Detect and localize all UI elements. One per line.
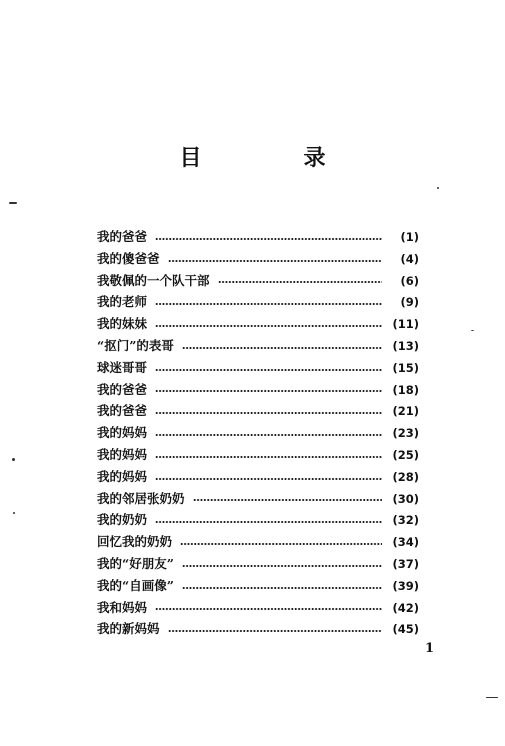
scan-speck <box>13 512 15 514</box>
scan-speck <box>9 202 17 204</box>
dot-leader <box>155 608 382 610</box>
dot-leader <box>193 499 382 501</box>
toc-entry-page: (6) <box>400 273 419 288</box>
toc-entry-page: (28) <box>392 469 419 484</box>
dot-leader <box>155 434 382 436</box>
dot-leader <box>155 390 382 392</box>
toc-entry-title: 我的奶奶 <box>97 512 148 528</box>
toc-entry-title: 我的妈妈 <box>97 425 148 441</box>
toc-entry <box>97 445 419 467</box>
toc-entry-page: (23) <box>392 426 419 441</box>
dot-leader <box>168 260 382 262</box>
toc-entry-page: (37) <box>392 556 419 571</box>
toc-entry <box>97 489 419 511</box>
toc-entry-page: (42) <box>392 600 419 615</box>
toc-entry-page: (18) <box>392 382 419 397</box>
dot-leader <box>180 543 382 545</box>
toc-entry-page: (34) <box>392 535 419 550</box>
toc-entry-page: (30) <box>392 491 419 506</box>
toc-entry-title: 我的傻爸爸 <box>97 250 160 266</box>
toc-entry <box>97 532 419 554</box>
toc-entry <box>97 249 419 271</box>
scan-speck <box>471 330 474 331</box>
scan-speck <box>12 458 15 461</box>
toc-entry-title: 球迷哥哥 <box>97 359 148 375</box>
dot-leader <box>218 281 382 283</box>
toc-entry-title: 我的爸爸 <box>97 229 148 244</box>
toc-entry-page: (39) <box>392 578 419 593</box>
toc-entry <box>97 598 419 620</box>
dot-leader <box>155 303 382 305</box>
toc-entry-title: 我的“自画像” <box>97 577 174 593</box>
toc-entry-page: (4) <box>400 251 419 266</box>
toc-entry <box>97 554 419 576</box>
dot-leader <box>182 347 382 349</box>
table-of-contents <box>97 227 419 641</box>
scan-speck <box>437 187 439 189</box>
toc-entry-page: (32) <box>392 513 419 528</box>
page-number: 1 <box>425 641 435 656</box>
toc-entry-title: 我的老师 <box>97 294 148 310</box>
toc-entry-title: 我的新妈妈 <box>97 621 160 637</box>
toc-entry-page: (13) <box>392 338 419 353</box>
toc-entry-title: 我的妈妈 <box>97 446 148 462</box>
dot-leader <box>155 521 382 523</box>
toc-entry-page: (15) <box>392 360 419 375</box>
toc-entry <box>97 292 419 314</box>
dot-leader <box>155 238 382 240</box>
toc-entry-page: (11) <box>392 317 419 332</box>
toc-entry <box>97 401 419 423</box>
toc-entry <box>97 380 419 402</box>
dot-leader <box>155 325 382 327</box>
toc-entry-title: 我的妈妈 <box>97 468 148 484</box>
toc-entry <box>97 423 419 445</box>
dot-leader <box>168 630 382 632</box>
toc-entry <box>97 576 419 598</box>
toc-entry-title: 我的妹妹 <box>97 316 148 332</box>
dot-leader <box>182 565 382 567</box>
dot-leader <box>155 456 382 458</box>
toc-entry-title: 我和妈妈 <box>97 599 148 615</box>
toc-entry <box>97 467 419 489</box>
toc-entry-title: 我的爸爸 <box>97 403 148 419</box>
toc-entry-page: (21) <box>392 404 419 419</box>
toc-entry <box>97 336 419 358</box>
toc-entry-page: (9) <box>400 295 419 310</box>
toc-entry <box>97 510 419 532</box>
toc-entry-title: 我的爸爸 <box>97 381 148 397</box>
scan-speck <box>486 697 498 698</box>
toc-entry-title: 我的“好朋友” <box>97 555 174 571</box>
toc-entry-page: (45) <box>392 622 419 637</box>
toc-entry-title: 我敬佩的一个队干部 <box>97 272 210 288</box>
toc-entry <box>97 227 419 249</box>
toc-entry-title: 我的邻居张奶奶 <box>97 490 185 506</box>
toc-entry <box>97 271 419 293</box>
toc-entry-page: (25) <box>392 447 419 462</box>
toc-entry <box>97 619 419 641</box>
dot-leader <box>155 478 382 480</box>
toc-entry <box>97 314 419 336</box>
dot-leader <box>182 587 382 589</box>
toc-entry <box>97 358 419 380</box>
toc-entry-page: (1) <box>400 230 419 244</box>
dot-leader <box>155 412 382 414</box>
toc-entry-title: 回忆我的奶奶 <box>97 534 173 550</box>
toc-entry-title: “抠门”的表哥 <box>97 337 174 353</box>
dot-leader <box>155 369 382 371</box>
page-title: 目 录 <box>179 145 366 171</box>
